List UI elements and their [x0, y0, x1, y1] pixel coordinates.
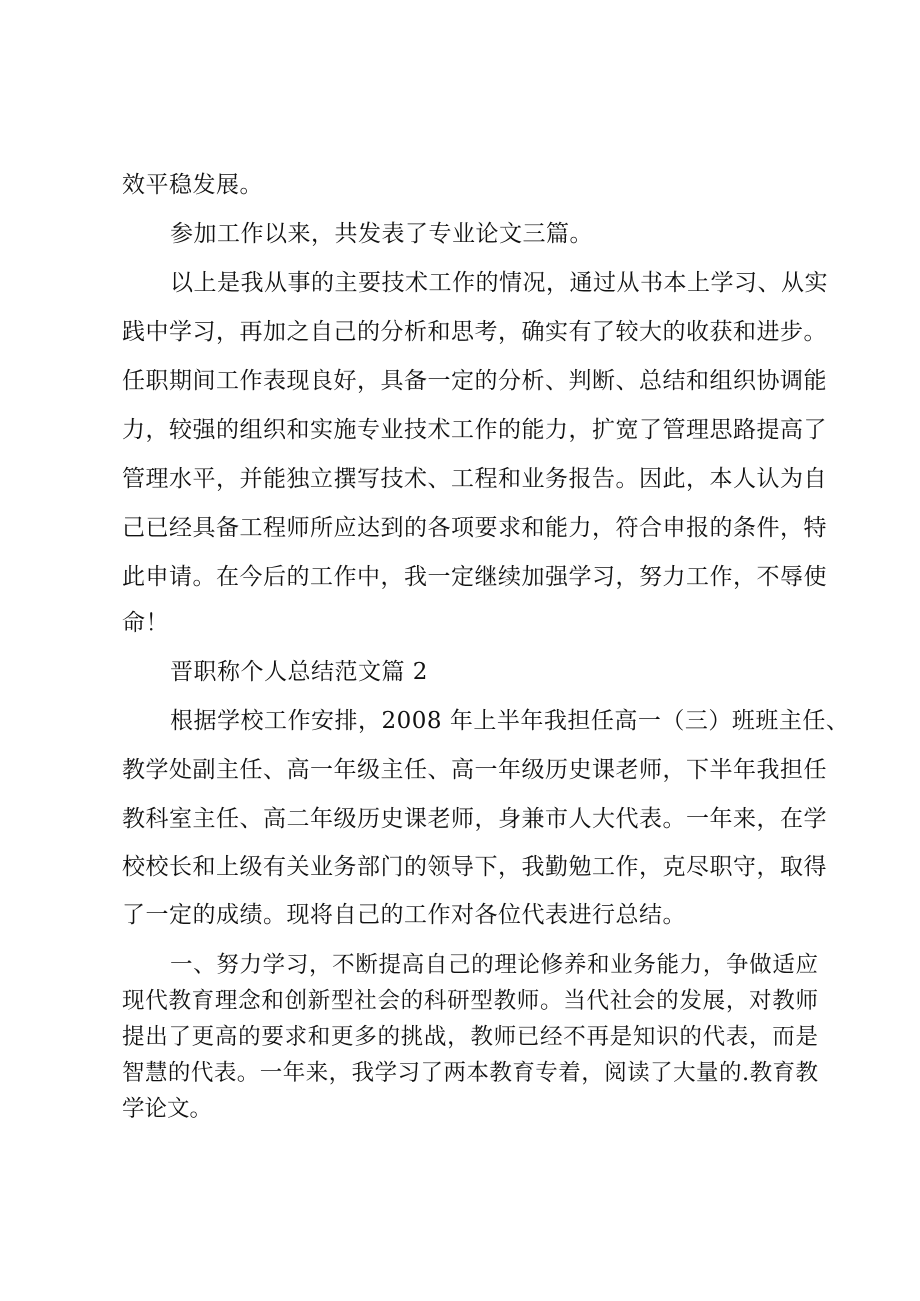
text-line: 根据学校工作安排，2008 年上半年我担任高一（三）班班主任、 — [170, 708, 850, 734]
text-line: 命！ — [122, 610, 169, 636]
text-line: 此申请。在今后的工作中，我一定继续加强学习，努力工作，不辱使 — [122, 564, 827, 590]
text-line: 效平稳发展。 — [122, 172, 263, 198]
text-line: 现代教育理念和创新型社会的科研型教师。当代社会的发展，对教师 — [122, 988, 818, 1014]
text-line: 学论文。 — [122, 1096, 213, 1122]
section-heading: 晋职称个人总结范文篇 2 — [170, 659, 428, 685]
text-line: 参加工作以来，共发表了专业论文三篇。 — [170, 221, 593, 247]
text-line: 提出了更高的要求和更多的挑战，教师已经不再是知识的代表，而是 — [122, 1024, 818, 1050]
text-line: 教科室主任、高二年级历史课老师，身兼市人大代表。一年来，在学 — [122, 806, 827, 832]
text-line: 任职期间工作表现良好，具备一定的分析、判断、总结和组织协调能 — [122, 368, 827, 394]
text-line: 己已经具备工程师所应达到的各项要求和能力，符合申报的条件，特 — [122, 515, 827, 541]
text-line: 践中学习，再加之自己的分析和思考，确实有了较大的收获和进步。 — [122, 319, 827, 345]
text-line: 了一定的成绩。现将自己的工作对各位代表进行总结。 — [122, 902, 686, 928]
text-line: 力，较强的组织和实施专业技术工作的能力，扩宽了管理思路提高了 — [122, 417, 827, 443]
text-line: 以上是我从事的主要技术工作的情况，通过从书本上学习、从实 — [170, 270, 828, 296]
text-line: 校校长和上级有关业务部门的领导下，我勤勉工作，克尽职守，取得 — [122, 854, 827, 880]
text-line: 教学处副主任、高一年级主任、高一年级历史课老师，下半年我担任 — [122, 757, 827, 783]
text-line: 一、努力学习，不断提高自己的理论修养和业务能力，争做适应 — [170, 952, 818, 978]
text-line: 管理水平，并能独立撰写技术、工程和业务报告。因此，本人认为自 — [122, 466, 827, 492]
text-line: 智慧的代表。一年来，我学习了两本教育专着，阅读了大量的.教育教 — [122, 1060, 818, 1086]
